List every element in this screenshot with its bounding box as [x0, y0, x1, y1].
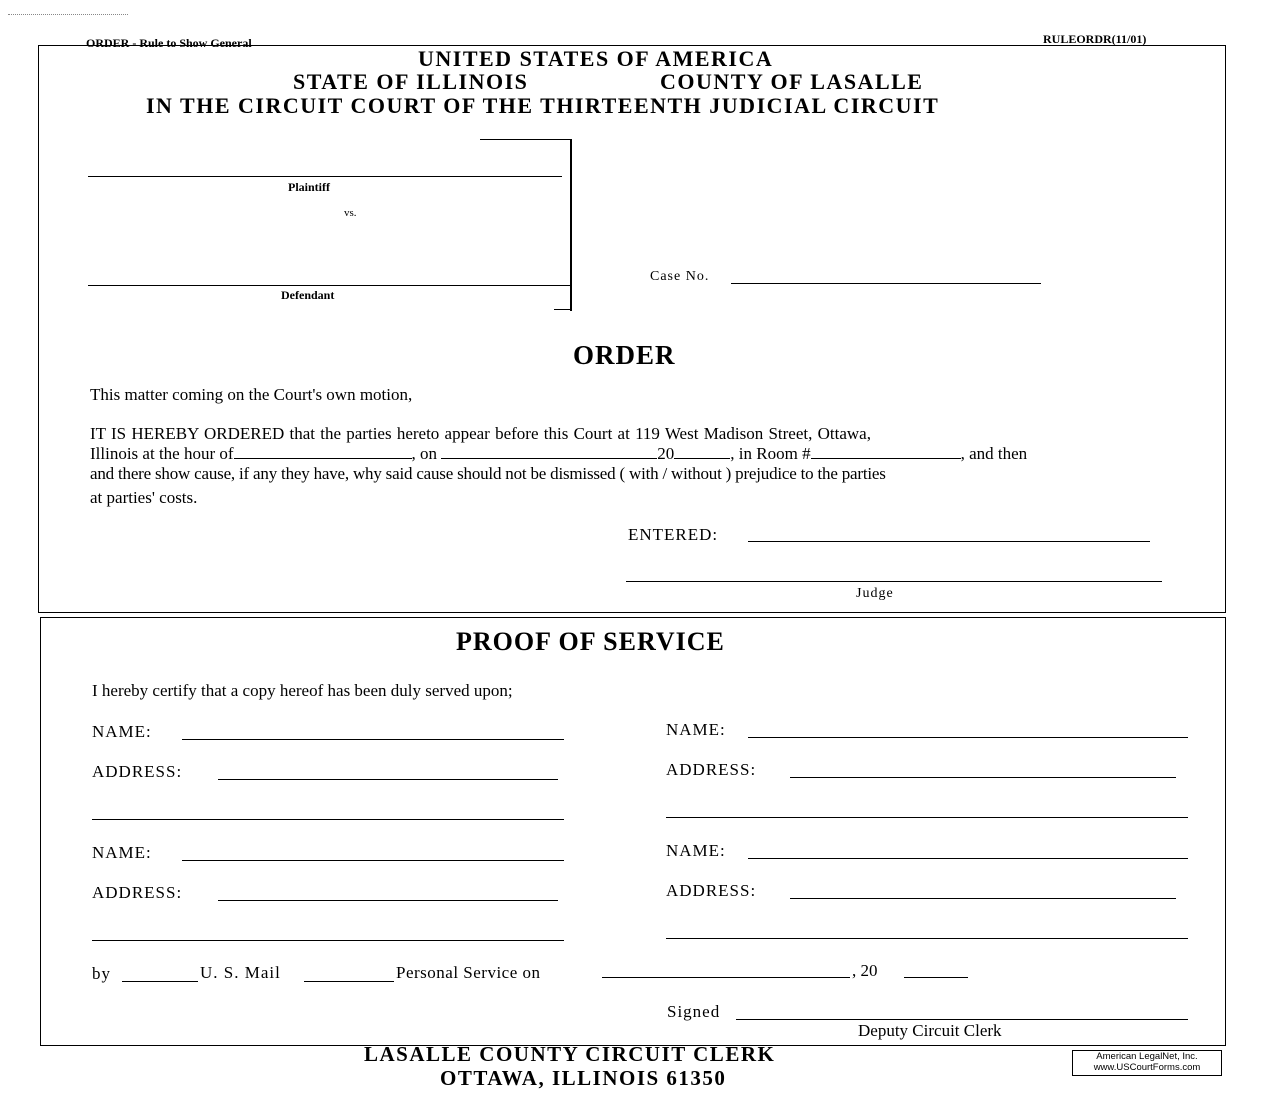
defendant-label: Defendant: [281, 288, 335, 302]
address-line-4b[interactable]: [666, 938, 1188, 939]
scan-mark: [8, 14, 128, 15]
header-court: IN THE CIRCUIT COURT OF THE THIRTEENTH JUDICIAL CIRCUIT: [146, 93, 940, 118]
badge-url: www.USCourtForms.com: [1093, 1062, 1201, 1073]
hour-blank[interactable]: [234, 444, 412, 459]
plaintiff-label: Plaintiff: [288, 180, 330, 194]
order-title: ORDER: [573, 340, 676, 370]
vs-label: vs.: [344, 207, 357, 219]
form-code: RULEORDR(11/01): [1043, 32, 1147, 46]
address-line-1a[interactable]: [218, 779, 558, 780]
entered-line[interactable]: [748, 541, 1150, 542]
address-line-3a[interactable]: [218, 900, 558, 901]
footer-city: OTTAWA, ILLINOIS 61350: [440, 1066, 727, 1090]
header-state: STATE OF ILLINOIS: [293, 69, 529, 94]
room-blank[interactable]: [811, 444, 961, 459]
service-year-label: , 20: [852, 961, 878, 980]
on-label: , on: [411, 444, 438, 463]
caption-vertical-rule: [570, 139, 572, 311]
order-paragraph-line1: IT IS HEREBY ORDERED that the parties hereto appear before this Court at 119 West Madison Street, Ottawa,: [90, 424, 871, 443]
name-label-3: NAME:: [92, 843, 152, 862]
order-paragraph-line2: [90, 444, 1027, 464]
name-line-4[interactable]: [748, 858, 1188, 859]
date-blank[interactable]: [441, 444, 657, 459]
hour-label: Illinois at the hour of: [90, 444, 234, 463]
and-then-label: , and then: [960, 444, 1028, 463]
room-label: , in Room #: [730, 444, 811, 463]
address-line-1b[interactable]: [92, 819, 564, 820]
name-label-2: NAME:: [666, 720, 726, 739]
address-label-1: ADDRESS:: [92, 762, 183, 781]
judge-label: Judge: [856, 586, 894, 601]
form-title: ORDER - Rule to Show General: [86, 36, 252, 50]
service-date-line[interactable]: [602, 977, 850, 978]
header-county: COUNTY OF LASALLE: [660, 69, 924, 94]
caption-bottom-rule: [554, 309, 570, 310]
header-country: UNITED STATES OF AMERICA: [418, 46, 774, 71]
address-line-4a[interactable]: [790, 898, 1176, 899]
address-line-3b[interactable]: [92, 940, 564, 941]
deputy-clerk-label: Deputy Circuit Clerk: [858, 1021, 1002, 1040]
defendant-line[interactable]: [88, 285, 570, 286]
certify-text: I hereby certify that a copy hereof has been duly served upon;: [92, 681, 513, 700]
service-year-line[interactable]: [904, 977, 968, 978]
address-line-2b[interactable]: [666, 817, 1188, 818]
order-intro: This matter coming on the Court's own motion,: [90, 385, 413, 404]
mail-check-line[interactable]: [122, 981, 198, 982]
case-no-line[interactable]: [731, 283, 1041, 284]
address-line-2a[interactable]: [790, 777, 1176, 778]
address-label-4: ADDRESS:: [666, 881, 757, 900]
name-label-1: NAME:: [92, 722, 152, 741]
address-label-3: ADDRESS:: [92, 883, 183, 902]
order-paragraph-line3: and there show cause, if any they have, why said cause should not be dismissed ( with / without ) prejudice to the parties: [90, 464, 886, 483]
plaintiff-line[interactable]: [88, 176, 562, 177]
name-line-2[interactable]: [748, 737, 1188, 738]
badge-company: American LegalNet, Inc.: [1096, 1051, 1198, 1062]
order-paragraph-line4: at parties' costs.: [90, 488, 198, 507]
mail-label: U. S. Mail: [200, 963, 281, 982]
year-blank[interactable]: [674, 444, 730, 459]
entered-label: ENTERED:: [628, 525, 719, 544]
name-label-4: NAME:: [666, 841, 726, 860]
proof-title: PROOF OF SERVICE: [456, 627, 725, 656]
by-label: by: [92, 964, 111, 983]
name-line-1[interactable]: [182, 739, 564, 740]
caption-top-rule: [480, 139, 572, 140]
signed-label: Signed: [667, 1002, 721, 1021]
judge-signature-line[interactable]: [626, 581, 1162, 582]
case-no-label: Case No.: [650, 269, 710, 284]
address-label-2: ADDRESS:: [666, 760, 757, 779]
signed-line[interactable]: [736, 1019, 1188, 1020]
personal-check-line[interactable]: [304, 981, 394, 982]
footer-clerk: LASALLE COUNTY CIRCUIT CLERK: [364, 1042, 776, 1066]
year-label: 20: [657, 444, 675, 463]
name-line-3[interactable]: [182, 860, 564, 861]
legalnet-badge[interactable]: [1072, 1050, 1222, 1076]
personal-service-label: Personal Service on: [396, 963, 541, 982]
